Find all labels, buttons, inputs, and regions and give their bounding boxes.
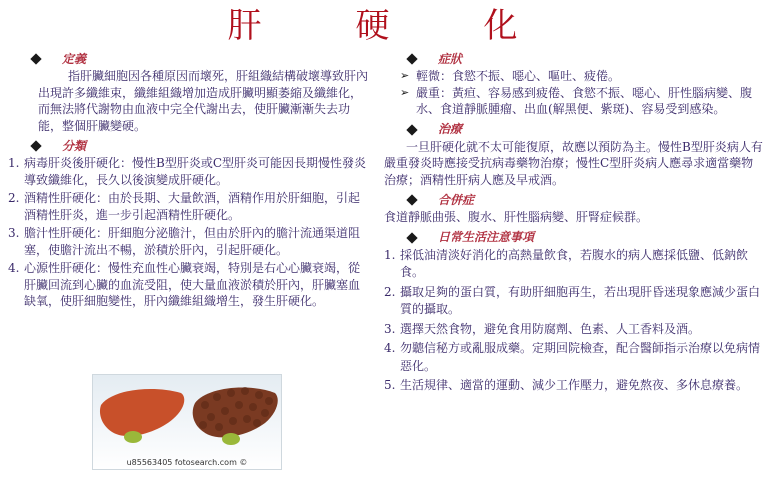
nodule-mark xyxy=(261,409,269,417)
nodule-mark xyxy=(265,397,273,405)
diamond-bullet-icon xyxy=(406,53,417,64)
nodule-mark xyxy=(243,415,251,423)
list-item: 1. 病毒肝炎後肝硬化：慢性B型肝炎或C型肝炎可能因長期慢性發炎導致纖維化，長久以後演變成肝硬化。 xyxy=(8,156,367,187)
nodule-mark xyxy=(229,417,237,425)
arrow-bullet-icon: ➢ xyxy=(400,69,410,82)
list-item: 2. 攝取足夠的蛋白質，有助肝細胞再生，若出現肝昏迷現象應減少蛋白質的攝取。 xyxy=(384,284,761,316)
nodule-mark xyxy=(201,401,209,409)
diamond-bullet-icon xyxy=(406,124,417,135)
list-item: 5. 生活規律、適當的運動、減少工作壓力，避免熬夜、多休息療養。 xyxy=(384,378,749,392)
definition-text: 指肝臟細胞因各種原因而壞死，肝組織結構破壞導致肝內出現許多纖維束，纖維組織增加造成肝臟明顯萎縮及纖維化，而無法將代謝物由血液中完全代謝出去，使肝臟漸漸失去功能，整個肝臟變硬。 xyxy=(38,69,369,133)
healthy-gallbladder-icon xyxy=(124,431,142,443)
definition-heading xyxy=(32,50,370,68)
list-item: 2. 酒精性肝硬化：由於長期、大量飲酒，酒精作用於肝細胞，引起酒精性肝炎，進一步引起酒精性肝硬化。 xyxy=(8,191,361,222)
definition-heading-text: 定義 xyxy=(62,51,87,66)
treatment-heading-text: 治療 xyxy=(438,122,463,137)
diamond-bullet-icon xyxy=(406,194,417,205)
list-item: 4. 心源性肝硬化：慢性充血性心臟衰竭，特別是右心心臟衰竭，從肝臟回流到心臟的血流受阻，使大量血液淤積於肝內，肝臟塞血缺氧，使肝細胞變性，肝內纖維組織增生，發生肝硬化。 xyxy=(8,261,361,308)
healthy-liver-icon xyxy=(100,389,184,436)
symptoms-heading-text: 症狀 xyxy=(438,51,463,66)
liver-comparison-image xyxy=(92,374,282,470)
cirrhotic-gallbladder-icon xyxy=(222,433,240,445)
nodule-mark xyxy=(255,391,263,399)
classification-list xyxy=(8,155,370,310)
symptoms-list xyxy=(384,68,764,118)
nodule-mark xyxy=(213,393,221,401)
left-column xyxy=(8,50,370,312)
nodule-mark xyxy=(235,401,243,409)
nodule-mark xyxy=(199,421,207,429)
classification-heading-text: 分類 xyxy=(62,138,87,153)
nodule-mark xyxy=(249,403,257,411)
nodule-mark xyxy=(241,387,249,395)
complications-heading-text: 合併症 xyxy=(438,192,475,207)
image-caption: u85563405 fotosearch.com © xyxy=(126,458,248,467)
list-item: 3. 膽汁性肝硬化：肝細胞分泌膽汁，但由於肝內的膽汁流通渠道阻塞，使膽汁流出不暢，淤積於肝內，引起肝硬化。 xyxy=(8,226,361,257)
daily-care-list xyxy=(384,247,764,395)
list-item: ➢ 輕微：食慾不振、噁心、嘔吐、疲倦。 xyxy=(400,69,621,83)
nodule-mark xyxy=(207,413,215,421)
right-column xyxy=(384,50,764,397)
nodule-mark xyxy=(215,423,223,431)
nodule-mark xyxy=(253,419,261,427)
page-title: 肝 硬 化 xyxy=(227,6,548,46)
classification-heading xyxy=(32,137,370,155)
complications-text: 食道靜脈曲張、腹水、肝性腦病變、肝腎症候群。 xyxy=(384,210,649,224)
list-item: ➢ 嚴重：黃疸、容易感到疲倦、食慾不振、噁心、肝性腦病變、腹水、食道靜脈腫瘤、出血(解黑便、紫斑)、容易受到感染。 xyxy=(400,85,753,116)
list-item: 1. 採低油清淡好消化的高熱量飲食，若腹水的病人應採低鹽、低鈉飲食。 xyxy=(384,247,749,279)
nodule-mark xyxy=(227,389,235,397)
nodule-mark xyxy=(221,407,229,415)
complications-heading xyxy=(408,191,764,209)
list-item: 4. 勿聽信秘方或亂服成藥。定期回院檢查，配合醫師指示治療以免病情惡化。 xyxy=(384,341,761,373)
daily-care-heading xyxy=(408,229,764,247)
liver-illustration xyxy=(93,375,283,461)
daily-care-heading-text: 日常生活注意事項 xyxy=(438,230,535,245)
list-item: 3. 選擇天然食物，避免食用防腐劑、色素、人工香料及酒。 xyxy=(384,321,701,336)
diamond-bullet-icon xyxy=(406,232,417,243)
arrow-bullet-icon: ➢ xyxy=(400,85,410,99)
treatment-heading xyxy=(408,121,764,139)
symptoms-heading xyxy=(408,50,764,68)
diamond-bullet-icon xyxy=(30,53,41,64)
treatment-text: 一旦肝硬化就不太可能復原，故應以預防為主。慢性B型肝炎病人有嚴重發炎時應接受抗病毒藥物治療；慢性C型肝炎病人應尋求適當藥物治療；酒精性肝病人應及早戒酒。 xyxy=(384,139,763,187)
diamond-bullet-icon xyxy=(30,140,41,151)
